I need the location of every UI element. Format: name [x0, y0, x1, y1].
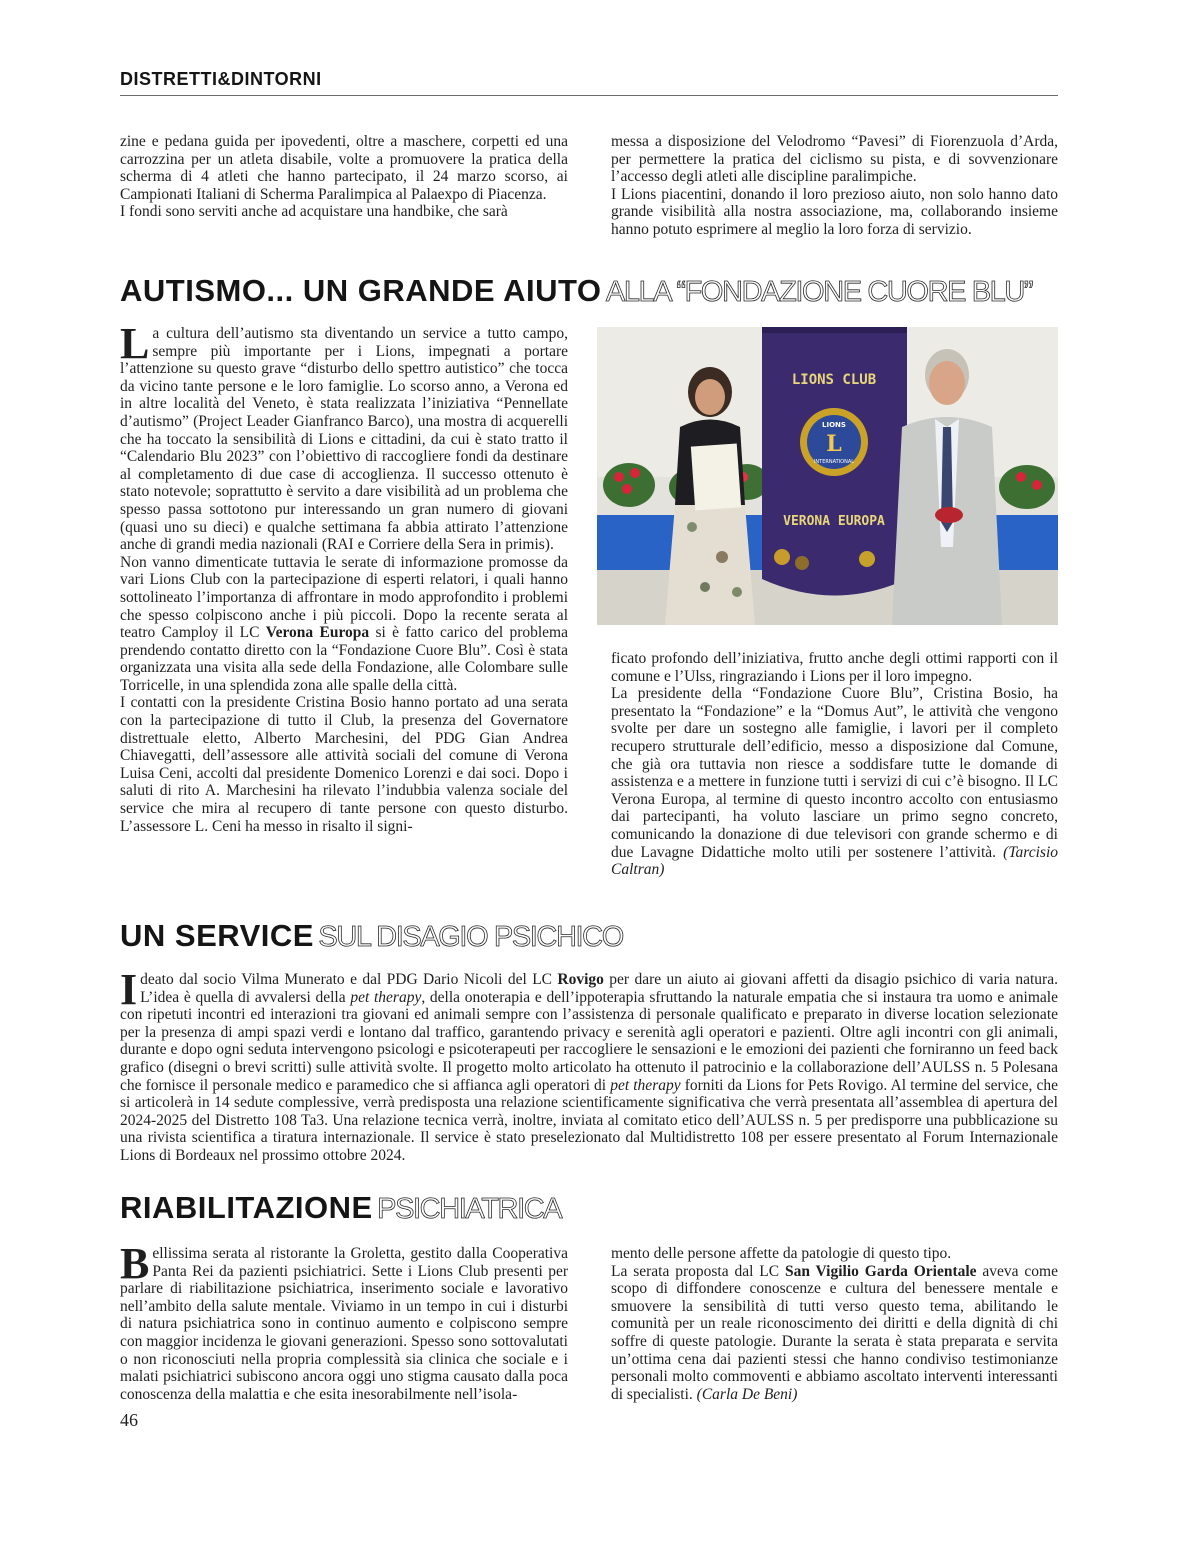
banner-top-text: LIONS CLUB	[791, 372, 877, 388]
article1-title-bold: AUTISMO... UN GRANDE AIUTO	[120, 273, 602, 308]
article3-title-light: PSICHIATRICA	[377, 1193, 562, 1225]
paragraph-text: forniti da Lions for Pets Rovigo. Al termine del service, che si articolerà in 14 sedute complessive, verrà predisposta una relazione scientificamente significativa che verrà presentata all’assemblea di apertura del 2024-2025 del Distretto 108 Ta3. Una relazione tecnica verrà, inoltre, inviata al comitato etico dell’AULSS n. 5 per predisporre una pubblicazione su una rivista scientifica a tiratura internazionale. Il service è stato preselezionato dal Multidistretto 108 per essere presentato al Forum Internazionale Lions di Bordeaux nel prossimo ottobre 2024.	[120, 1076, 1058, 1164]
emblem-bottom-text: INTERNATIONAL	[813, 459, 855, 465]
article1-headline	[120, 273, 1032, 309]
dropcap: B	[120, 1239, 150, 1288]
intro-right-column	[611, 133, 1058, 239]
header-rule	[120, 95, 1058, 96]
intro-paragraph: messa a disposizione del Velodromo “Pavesi” di Fiorenzuola d’Arda, per permettere la pratica del ciclismo su pista, e di sovvenzionare l’accesso degli atleti alle discipline paralimpiche.	[611, 133, 1058, 186]
paragraph-text: aveva come scopo di diffondere conoscenze e cultura del benessere mentale e smuovere la sensibilità di tutti verso questo tema, abilitando le comunità per un reale riconoscimento dei diritti e della dignità di chi soffre di queste patologie. Durante la serata è stata preparata e servita un’ottima cena dai pazienti stessi che hanno condiviso testimonianze personali molto commoventi e abbiamo ascoltato interventi interessanti di specialisti.	[611, 1262, 1058, 1403]
banner	[762, 327, 907, 596]
italic-term: pet therapy	[610, 1076, 681, 1094]
dropcap: I	[120, 965, 138, 1014]
certificate	[691, 443, 741, 510]
article1-left-column	[120, 319, 568, 835]
article1-right-column	[611, 650, 1058, 879]
italic-term: pet therapy	[350, 988, 422, 1006]
club-name: Rovigo	[557, 971, 604, 988]
article1-paragraph	[120, 319, 568, 554]
author-credit: (Carla De Beni)	[696, 1385, 798, 1403]
article3-right-column	[611, 1245, 1058, 1403]
club-name: Verona Europa	[265, 624, 370, 642]
event-photo	[597, 327, 1058, 625]
dropcap: L	[120, 319, 150, 368]
article2-title-bold: UN SERVICE	[120, 918, 314, 953]
paragraph-text: La presidente della “Fondazione Cuore Blu”, Cristina Bosio, ha presentato la “Fondazione” e la “Domus Aut”, le attività che vengono svolte per dare un sostegno alle famiglie, i lavori per il completo recupero strutturale dell’edificio, messo a disposizione dal Comune, che già ora tuttavia non riesce a soddisfare tutte le domande di assistenza e a mettere in funzione tutti i servizi di cui c’è bisogno. Il LC Verona Europa, al termine di questo incontro accolto con entusiasmo dai partecipanti, ha voluto lasciare un primo segno concreto, comunicando la donazione di due televisori con grande schermo e di due Lavagne Didattiche molto utili per sostenere l’attività.	[611, 685, 1058, 861]
paragraph-text: ellissima serata al ristorante la Groletta, gestito dalla Cooperativa Panta Rei da pazienti psichiatrici. Sette i Lions Club presenti per parlare di riabilitazione psichiatrica, inserimento sociale e lavorativo nell’ambito della salute mentale. Viviamo in un tempo in cui i disturbi di natura psichiatrica sono in continuo aumento e colpiscono sempre con maggior incidenza le giovani generazioni. Spesso sono sottovalutati o non riconosciuti nella propria complessità sia clinica che sociale e i malati psichiatrici subiscono ancora oggi uno stigma causato dalla poca conoscenza della malattia e che esita inesorabilmente nell’isola-	[120, 1245, 568, 1403]
paragraph-text: si è fatto carico del problema prendendo contatto diretto con la “Fondazione Cuore Blu”. Così è stata organizzata una visita alla sede della Fondazione, alle Colombare sulle Torricelle, in una splendida zona alle spalle della città.	[120, 624, 568, 694]
article3-paragraph: mento delle persone affette da patologie di questo tipo.	[611, 1245, 952, 1262]
article1-title-light: ALLA “FONDAZIONE CUORE BLU”	[605, 276, 1033, 308]
emblem-top-text: LIONS	[822, 421, 846, 429]
article3-paragraph	[120, 1239, 568, 1403]
article1-paragraph: ficato profondo dell’iniziativa, frutto anche degli ottimi rapporti con il comune e l’Ulss, ringraziando i Lions per il loro impegno.	[611, 650, 1058, 685]
intro-paragraph: zine e pedana guida per ipovedenti, oltre a maschere, corpetti ed una carrozzina per un atleta disabile, volte a promuovere la pratica della scherma di 4 atleti che hanno partecipato, il 24 marzo scorso, ai Campionati Italiani di Scherma Paralimpica al Palaexpo di Piacenza.	[120, 133, 568, 203]
article2-headline	[120, 918, 623, 954]
paragraph-text: a cultura dell’autismo sta diventando un service a tutto campo, sempre più importante per i Lions, impegnati a portare l’attenzione su questo grave “disturbo dello spettro autistico” che tocca da vicino tante persone e le loro famiglie. Lo scorso anno, a Verona ed in altre località del Veneto, è stata realizzata l’iniziativa “Pennellate d’autismo” (Project Leader Gianfranco Barco), una mostra di acquerelli che ha toccato la sensibilità di Lions e cittadini, da cui è stato tratto il “Calendario Blu 2023” con l’obiettivo di raccogliere fondi da destinare al completamento di due case di accoglienza. Il successo ottenuto è stato notevole; soprattutto è servito a dare visibilità ad un problema che spesso passa sottotono pur interessando un gran numero di giovani (quasi uno su dieci) e qualche settimana fa abbia attirato l’attenzione anche di grandi media nazionali (RAI e Corriere della Sera in primis).	[120, 325, 568, 554]
club-name: San Vigilio Garda Orientale	[784, 1262, 977, 1280]
intro-paragraph: I Lions piacentini, donando il loro prezioso aiuto, non solo hanno dato grande visibilità alla nostra associazione, ma, collaborando insieme hanno potuto esprimere al meglio la loro forza di servizio.	[611, 185, 1058, 238]
section-label: DISTRETTI&DINTORNI	[120, 69, 322, 89]
article1-paragraph	[611, 685, 1058, 879]
article3-left-column	[120, 1239, 568, 1403]
page-number: 46	[120, 1410, 138, 1430]
paragraph-text: deato dal socio Vilma Munerato e dal PDG Dario Nicoli del LC	[140, 971, 558, 988]
intro-paragraph: I fondi sono serviti anche ad acquistare una handbike, che sarà	[120, 203, 508, 221]
article3-headline	[120, 1190, 561, 1226]
article1-paragraph: I contatti con la presidente Cristina Bosio hanno portato ad una serata con la partecipazione di tutto il Club, la presenza del Governatore distrettuale eletto, Alberto Marchesini, del PDG Gian Andrea Chiavegatti, dell’assessore alle attività sociali del comune di Verona Luisa Ceni, accolti dal presidente Domenico Lorenzi e dai soci. Dopo i saluti di rito A. Marchesini ha rilevato l’indubbia valenza sociale del service che mira al recupero di tante persone con questo disturbo. L’assessore L. Ceni ha messo in risalto il signi-	[120, 694, 568, 835]
article3-paragraph	[611, 1263, 1058, 1404]
paragraph-text: Non vanno dimenticate tuttavia le serate di informazione promosse da vari Lions Club con la partecipazione di esperti relatori, i quali hanno sottolineato l’importanza di affrontare in modo approfondito i problemi che spesso colpiscono anche i più piccoli. Dopo la recente serata al teatro Camploy il LC	[120, 553, 568, 642]
author-credit: (Tarcisio Caltran)	[611, 843, 1058, 879]
plant-right	[999, 465, 1055, 509]
banner-bottom-text: VERONA EUROPA	[783, 514, 885, 529]
paragraph-text: La serata proposta dal LC	[611, 1262, 785, 1280]
emblem-letter: L	[826, 431, 842, 457]
article2-title-light: SUL DISAGIO PSICHICO	[318, 921, 623, 953]
intro-left-column	[120, 133, 568, 221]
paragraph-text: per dare un aiuto ai giovani affetti da disagio psichico di varia natura. L’idea è quella di avvalersi della	[140, 971, 1058, 1006]
article1-paragraph	[120, 554, 568, 695]
paragraph-text: , della onoterapia e dell’ippoterapia sfruttando la naturale empatia che si instaura tra uomo e animale con ripetuti incontri ed interazioni tra giovani ed animali sempre con l’assistenza di personale qualificato e preparato in diverse location selezionate per la presenza di ampi spazi verdi e lontano dal traffico, garantendo privacy e serenità agli operatori e pazienti. Oltre agli incontri con gli animali, durante e dopo ogni seduta intervengono psicologi e psicoterapeuti per raccogliere le sensazioni e le emozioni dei pazienti che forniranno un feed back grafico (disegni o brevi scritti) sulle attività svolte. Il progetto molto articolato ha ottenuto il patrocinio e la collaborazione dell’AULSS n. 5 Polesana che fornisce il personale medico e paramedico che si affianca agli operatori di	[120, 988, 1058, 1094]
article2-paragraph	[120, 965, 1058, 1165]
article2-body	[120, 965, 1058, 1165]
article3-title-bold: RIABILITAZIONE	[120, 1190, 373, 1225]
